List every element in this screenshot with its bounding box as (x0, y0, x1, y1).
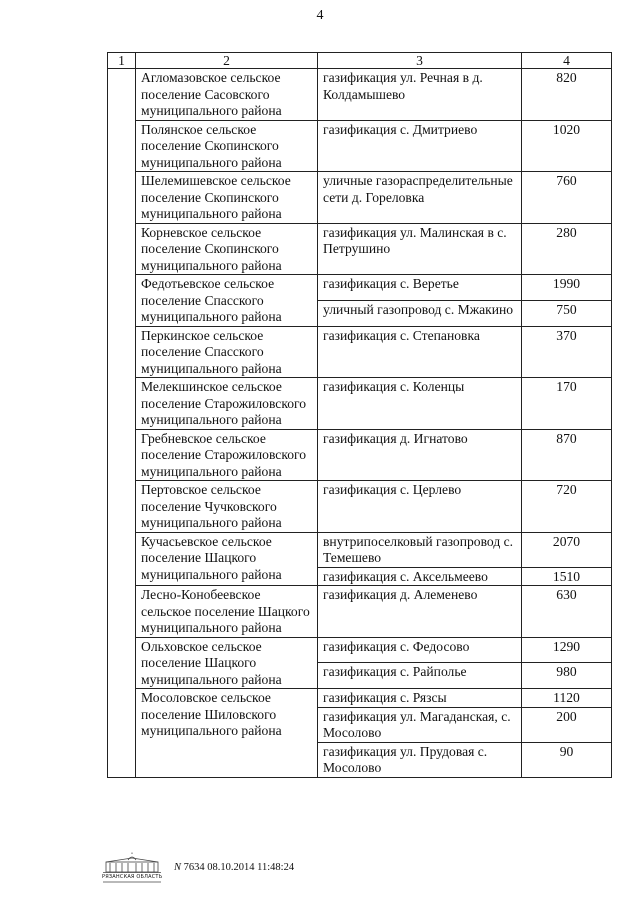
gas-object-name: газификация с. Дмитриево (318, 120, 522, 172)
funding-amount: 870 (522, 429, 612, 481)
funding-amount: 980 (522, 663, 612, 689)
funding-amount: 720 (522, 481, 612, 533)
gas-object-name: газификация д. Игнатово (318, 429, 522, 481)
table-body (108, 69, 612, 778)
table-row (108, 326, 612, 378)
settlement-name: Перкинское сельское поселение Спасского муниципального района (136, 326, 318, 378)
settlement-name: Мелекшинское сельское поселение Старожиловского муниципального района (136, 378, 318, 430)
gas-object-name: газификация ул. Магаданская, с. Мосолово (318, 707, 522, 742)
settlement-name: Мосоловское сельское поселение Шиловского муниципального района (136, 689, 318, 778)
settlement-name: Кучасьевское сельское поселение Шацкого муниципального района (136, 532, 318, 586)
gas-object-name: газификация с. Рязсы (318, 689, 522, 708)
funding-amount: 820 (522, 69, 612, 121)
header-row (108, 53, 612, 69)
gas-object-name: газификация с. Степановка (318, 326, 522, 378)
settlement-name: Агломазовское сельское поселение Сасовского муниципального района (136, 69, 318, 121)
table-row (108, 69, 612, 121)
funding-amount: 630 (522, 586, 612, 638)
funding-amount: 90 (522, 742, 612, 777)
settlement-name: Корневское сельское поселение Скопинского муниципального района (136, 223, 318, 275)
gas-object-name: газификация ул. Речная в д. Колдамышево (318, 69, 522, 121)
settlement-name: Шелемишевское сельское поселение Скопинского муниципального района (136, 172, 318, 224)
funding-amount: 2070 (522, 532, 612, 567)
logo-caption: РЯЗАНСКАЯ ОБЛАСТЬ (102, 874, 163, 880)
settlement-name: Полянское сельское поселение Скопинского муниципального района (136, 120, 318, 172)
settlement-name: Гребневское сельское поселение Старожиловского муниципального района (136, 429, 318, 481)
gas-object-name: внутрипоселковый газопровод с. Темешево (318, 532, 522, 567)
funding-amount: 280 (522, 223, 612, 275)
gas-object-name: газификация ул. Малинская в с. Петрушино (318, 223, 522, 275)
gas-object-name: газификация д. Алеменево (318, 586, 522, 638)
header-col-1: 1 (108, 53, 136, 69)
number-column-cell (108, 69, 136, 778)
gas-object-name: газификация с. Церлево (318, 481, 522, 533)
funding-amount: 760 (522, 172, 612, 224)
table-row (108, 637, 612, 663)
settlement-name: Ольховское сельское поселение Шацкого муниципального района (136, 637, 318, 689)
funding-amount: 1120 (522, 689, 612, 708)
settlement-name: Пертовское сельское поселение Чучковского муниципального района (136, 481, 318, 533)
funding-amount: 170 (522, 378, 612, 430)
funding-amount: 750 (522, 300, 612, 326)
funding-amount: 1020 (522, 120, 612, 172)
number-sign: N (174, 862, 182, 873)
funding-amount: 200 (522, 707, 612, 742)
header-col-2: 2 (136, 53, 318, 69)
table-row (108, 689, 612, 708)
funding-amount: 1510 (522, 567, 612, 586)
table-row (108, 481, 612, 533)
table-row (108, 223, 612, 275)
gas-object-name: газификация с. Коленцы (318, 378, 522, 430)
gas-object-name: уличный газопровод с. Мжакино (318, 300, 522, 326)
table-row (108, 120, 612, 172)
table-row (108, 378, 612, 430)
table-row (108, 429, 612, 481)
gas-object-name: газификация с. Аксельмеево (318, 567, 522, 586)
allocation-table (107, 52, 612, 778)
registration-stamp (174, 862, 294, 873)
funding-amount: 1990 (522, 275, 612, 301)
table-row (108, 172, 612, 224)
funding-amount: 370 (522, 326, 612, 378)
gas-object-name: газификация с. Райполье (318, 663, 522, 689)
gas-object-name: газификация ул. Прудовая с. Мосолово (318, 742, 522, 777)
header-col-4: 4 (522, 53, 612, 69)
table-row (108, 532, 612, 567)
page-number: 4 (316, 8, 324, 23)
gas-object-name: газификация с. Федосово (318, 637, 522, 663)
stamp-text: 7634 08.10.2014 11:48:24 (183, 862, 295, 873)
table-row (108, 586, 612, 638)
gas-object-name: газификация с. Веретье (318, 275, 522, 301)
settlement-name: Федотьевское сельское поселение Спасского муниципального района (136, 275, 318, 327)
settlement-name: Лесно-Конобеевское сельское поселение Шацкого муниципального района (136, 586, 318, 638)
gas-object-name: уличные газораспределительные сети д. Гореловка (318, 172, 522, 224)
table-row (108, 275, 612, 301)
document-footer (100, 852, 400, 884)
funding-amount: 1290 (522, 637, 612, 663)
header-col-3: 3 (318, 53, 522, 69)
